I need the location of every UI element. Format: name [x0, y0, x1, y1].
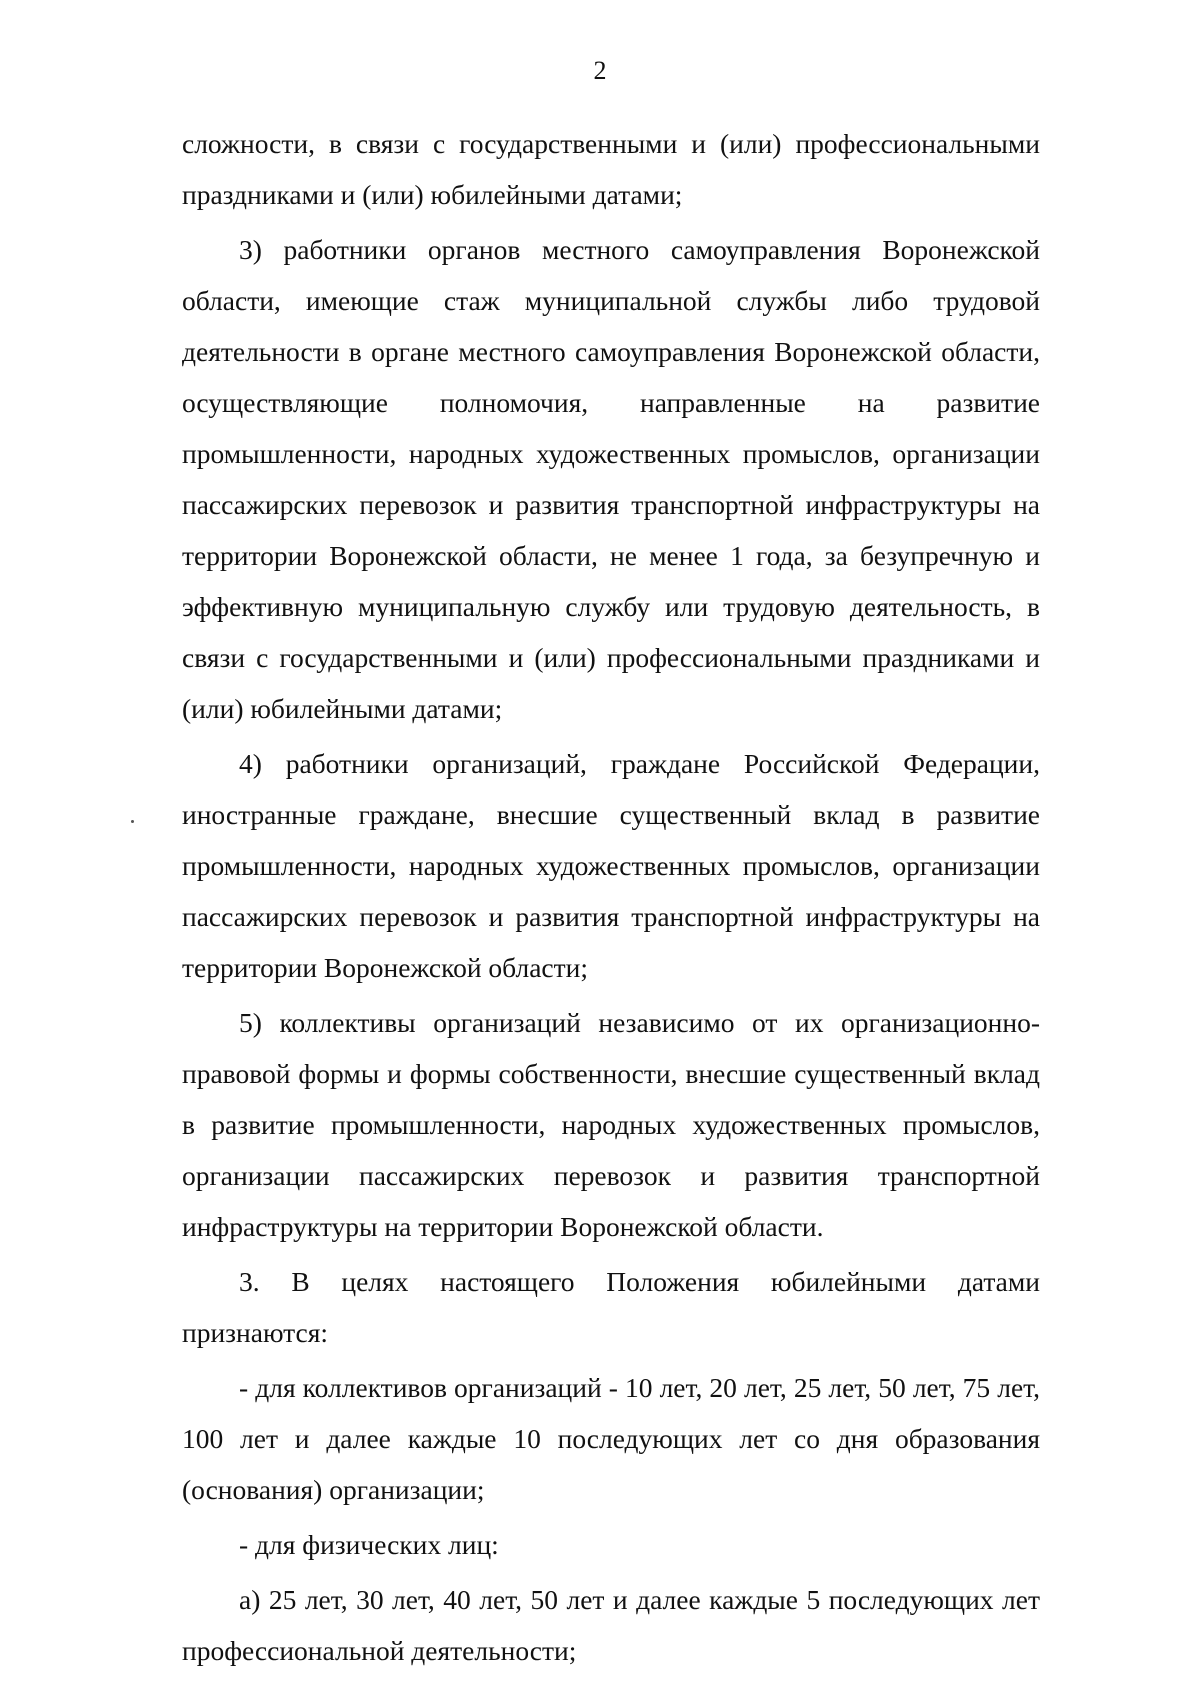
paragraph-section-3: 3. В целях настоящего Положения юбилейными датами признаются: — [182, 1266, 1040, 1348]
scan-speck — [131, 820, 134, 823]
paragraph-item-5: 5) коллективы организаций независимо от их организационно-правовой формы и формы собственности, внесшие существенный вклад в развитие промышленности, народных художественных промыслов, организации пассажирских перевозок и развития транспортной инфраструктуры на территории Воронежской области. — [182, 1007, 1040, 1242]
paragraph-item-3: 3) работники органов местного самоуправления Воронежской области, имеющие стаж муниципальной службы либо трудовой деятельности в органе местного самоуправления Воронежской области, осуществляющие полномочия, направленные на развитие промышленности, народных художественных промыслов, организации пассажирских перевозок и развития транспортной инфраструктуры на территории Воронежской области, не менее 1 года, за безупречную и эффективную муниципальную службу или трудовую деятельность, в связи с государственными и (или) профессиональными праздниками и (или) юбилейными датами; — [182, 234, 1040, 724]
paragraph-dates-individuals-a: а) 25 лет, 30 лет, 40 лет, 50 лет и далее каждые 5 последующих лет профессиональной деятельности; — [182, 1584, 1040, 1666]
page-number: 2 — [593, 56, 607, 85]
paragraph-dates-collectives: - для коллективов организаций - 10 лет, 20 лет, 25 лет, 50 лет, 75 лет, 100 лет и далее каждые 10 последующих лет со дня образования (основания) организации; — [182, 1372, 1040, 1505]
paragraph-continuation: сложности, в связи с государственными и (или) профессиональными праздниками и (или) юбилейными датами; — [182, 128, 1040, 210]
paragraph-item-4: 4) работники организаций, граждане Российской Федерации, иностранные граждане, внесшие существенный вклад в развитие промышленности, народных художественных промыслов, организации пассажирских перевозок и развития транспортной инфраструктуры на территории Воронежской области; — [182, 748, 1040, 983]
document-body — [182, 118, 1040, 1680]
paragraph-dates-individuals: - для физических лиц: — [239, 1529, 499, 1560]
